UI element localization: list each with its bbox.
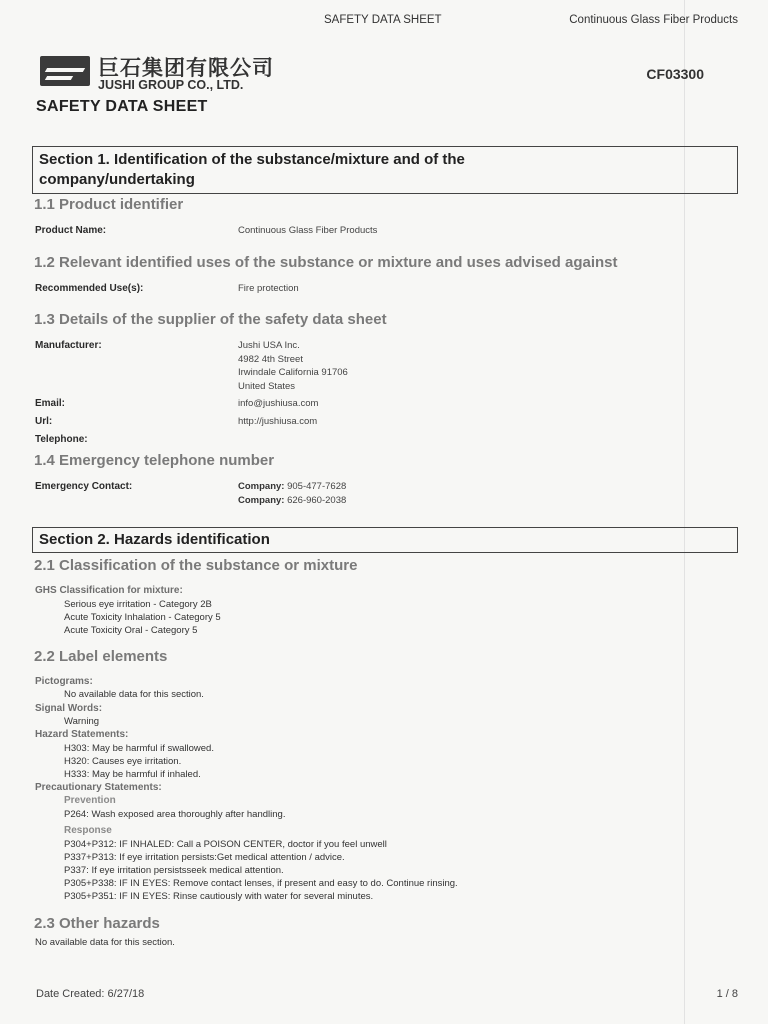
- address-line: Jushi USA Inc.: [238, 340, 300, 351]
- emergency-contact-values: [238, 480, 346, 507]
- jushi-logo-icon: [40, 56, 90, 86]
- signal-word: Warning: [64, 716, 100, 727]
- emergency-contact-label: Emergency Contact:: [35, 481, 133, 492]
- list-item: P337+P313: If eye irritation persists:Get medical attention / advice.: [64, 852, 345, 863]
- address-line: Irwindale California 91706: [238, 367, 348, 378]
- running-header-title: SAFETY DATA SHEET: [324, 14, 442, 26]
- manufacturer-address: [238, 339, 348, 393]
- list-item: P337: If eye irritation persistsseek medical attention.: [64, 865, 284, 876]
- list-item: Acute Toxicity Oral - Category 5: [64, 625, 198, 636]
- response-label: Response: [64, 825, 112, 836]
- telephone-label: Telephone:: [35, 434, 88, 445]
- heading-1-4: 1.4 Emergency telephone number: [34, 452, 275, 469]
- response-statements-list: [64, 838, 458, 903]
- list-item: P304+P312: IF INHALED: Call a POISON CENTER, doctor if you feel unwell: [64, 839, 387, 850]
- list-item: H333: May be harmful if inhaled.: [64, 769, 201, 780]
- hazard-statements-list: [64, 742, 214, 781]
- product-name-label: Product Name:: [35, 225, 107, 236]
- section-1-header: [32, 146, 738, 194]
- section-1-title-line1: Section 1. Identification of the substance/mixture and of the: [39, 151, 465, 168]
- other-hazards-text: No available data for this section.: [35, 937, 175, 948]
- date-created: Date Created: 6/27/18: [36, 988, 145, 1000]
- ghs-classification-label: GHS Classification for mixture:: [35, 585, 183, 596]
- page-number: 1 / 8: [716, 988, 738, 1000]
- heading-1-3: 1.3 Details of the supplier of the safety data sheet: [34, 311, 387, 328]
- emergency-phone-2: Company: 626-960-2038: [238, 494, 347, 506]
- hazard-statements-label: Hazard Statements:: [35, 729, 129, 740]
- recommended-use-label: Recommended Use(s):: [35, 283, 144, 294]
- email-value: info@jushiusa.com: [238, 398, 319, 409]
- heading-1-1: 1.1 Product identifier: [34, 196, 184, 213]
- prevention-statement: P264: Wash exposed area thoroughly after handling.: [64, 809, 286, 820]
- company-logo: [40, 52, 280, 94]
- address-line: 4982 4th Street: [238, 353, 303, 365]
- list-item: H320: Causes eye irritation.: [64, 756, 182, 767]
- list-item: Serious eye irritation - Category 2B: [64, 599, 212, 610]
- list-item: Acute Toxicity Inhalation - Category 5: [64, 612, 221, 623]
- list-item: P305+P351: IF IN EYES: Rinse cautiously with water for several minutes.: [64, 891, 374, 902]
- precautionary-statements-label: Precautionary Statements:: [35, 782, 162, 793]
- ghs-classification-list: [64, 598, 221, 637]
- signal-words-label: Signal Words:: [35, 703, 103, 714]
- document-title: SAFETY DATA SHEET: [36, 98, 208, 115]
- product-name-value: Continuous Glass Fiber Products: [238, 225, 378, 236]
- address-line: United States: [238, 380, 296, 392]
- email-label: Email:: [35, 398, 66, 409]
- list-item: P305+P338: IF IN EYES: Remove contact lenses, if present and easy to do. Continue rinsing.: [64, 878, 458, 889]
- section-2-header: Section 2. Hazards identification: [32, 527, 738, 553]
- manufacturer-label: Manufacturer:: [35, 340, 102, 351]
- logo-chinese-name: 巨石集团有限公司: [98, 57, 274, 80]
- running-header-product: Continuous Glass Fiber Products: [569, 14, 738, 26]
- prevention-label: Prevention: [64, 795, 116, 806]
- pictograms-text: No available data for this section.: [64, 689, 204, 700]
- emergency-phone-1: Company: 905-477-7628: [238, 481, 347, 492]
- heading-1-2: 1.2 Relevant identified uses of the substance or mixture and uses advised against: [34, 254, 618, 271]
- heading-2-3: 2.3 Other hazards: [34, 915, 160, 932]
- logo-english-name: JUSHI GROUP CO., LTD.: [98, 78, 244, 92]
- url-value: http://jushiusa.com: [238, 416, 318, 427]
- url-label: Url:: [35, 416, 53, 427]
- product-code: CF03300: [646, 66, 704, 82]
- pictograms-label: Pictograms:: [35, 676, 93, 687]
- heading-2-2: 2.2 Label elements: [34, 648, 168, 665]
- recommended-use-value: Fire protection: [238, 283, 299, 294]
- section-1-title-line2: company/undertaking: [39, 171, 195, 188]
- list-item: H303: May be harmful if swallowed.: [64, 743, 214, 754]
- heading-2-1: 2.1 Classification of the substance or mixture: [34, 557, 358, 574]
